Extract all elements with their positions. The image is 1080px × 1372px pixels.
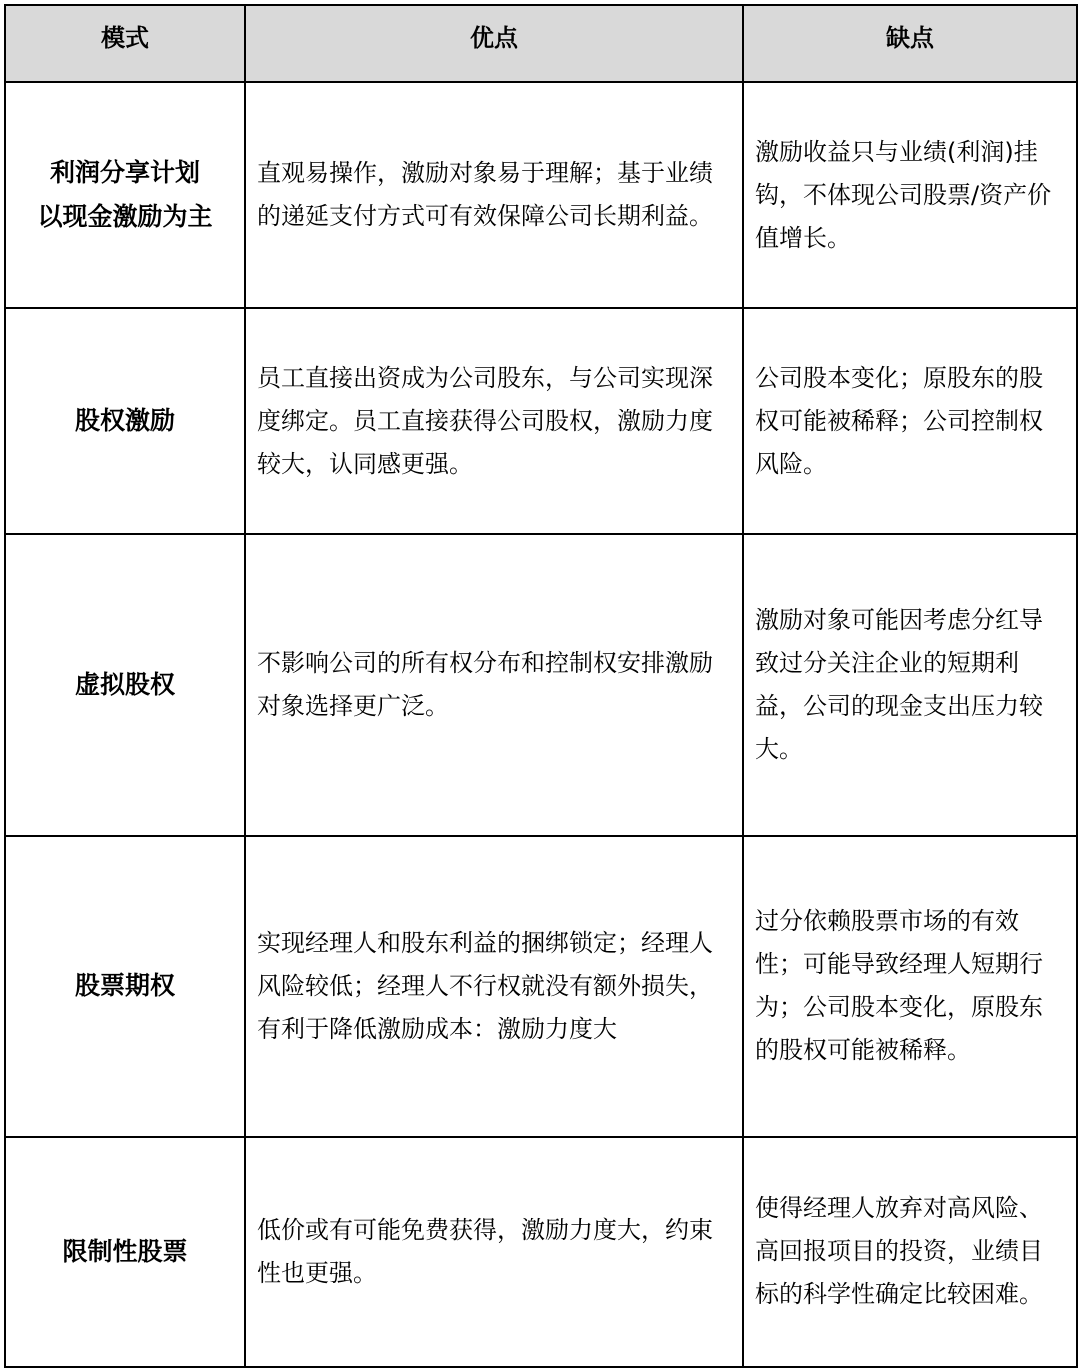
cons-cell: 激励收益只与业绩(利润)挂钩，不体现公司股票/资产价值增长。 [743, 82, 1077, 308]
mode-label: 股权激励 [74, 406, 175, 436]
incentive-comparison-table [4, 4, 1078, 1368]
pros-cell: 直观易操作，激励对象易于理解；基于业绩的递延支付方式可有效保障公司长期利益。 [245, 82, 743, 308]
mode-label: 以现金激励为主 [37, 202, 213, 232]
mode-cell [5, 534, 245, 835]
table-row [5, 836, 1077, 1137]
mode-label: 限制性股票 [62, 1236, 188, 1266]
mode-cell [5, 82, 245, 308]
mode-label: 利润分享计划 [49, 158, 200, 188]
table-row [5, 1137, 1077, 1367]
table-row [5, 534, 1077, 835]
pros-cell: 实现经理人和股东利益的捆绑锁定；经理人风险较低；经理人不行权就没有额外损失，有利于降低激励成本：激励力度大 [245, 836, 743, 1137]
mode-cell [5, 308, 245, 534]
cons-cell: 过分依赖股票市场的有效性；可能导致经理人短期行为；公司股本变化，原股东的股权可能被稀释。 [743, 836, 1077, 1137]
mode-label: 虚拟股权 [74, 669, 175, 699]
pros-cell: 低价或有可能免费获得，激励力度大，约束性也更强。 [245, 1137, 743, 1367]
mode-cell [5, 836, 245, 1137]
mode-cell [5, 1137, 245, 1367]
pros-cell: 员工直接出资成为公司股东，与公司实现深度绑定。员工直接获得公司股权，激励力度较大，认同感更强。 [245, 308, 743, 534]
mode-label: 股票期权 [74, 971, 175, 1001]
header-mode: 模式 [5, 5, 245, 82]
pros-cell: 不影响公司的所有权分布和控制权安排激励对象选择更广泛。 [245, 534, 743, 835]
header-row [5, 5, 1077, 82]
header-cons: 缺点 [743, 5, 1077, 82]
cons-cell: 激励对象可能因考虑分红导致过分关注企业的短期利益，公司的现金支出压力较大。 [743, 534, 1077, 835]
table-row [5, 82, 1077, 308]
cons-cell: 公司股本变化；原股东的股权可能被稀释；公司控制权风险。 [743, 308, 1077, 534]
cons-cell: 使得经理人放弃对高风险、高回报项目的投资，业绩目标的科学性确定比较困难。 [743, 1137, 1077, 1367]
header-pros: 优点 [245, 5, 743, 82]
table-row [5, 308, 1077, 534]
